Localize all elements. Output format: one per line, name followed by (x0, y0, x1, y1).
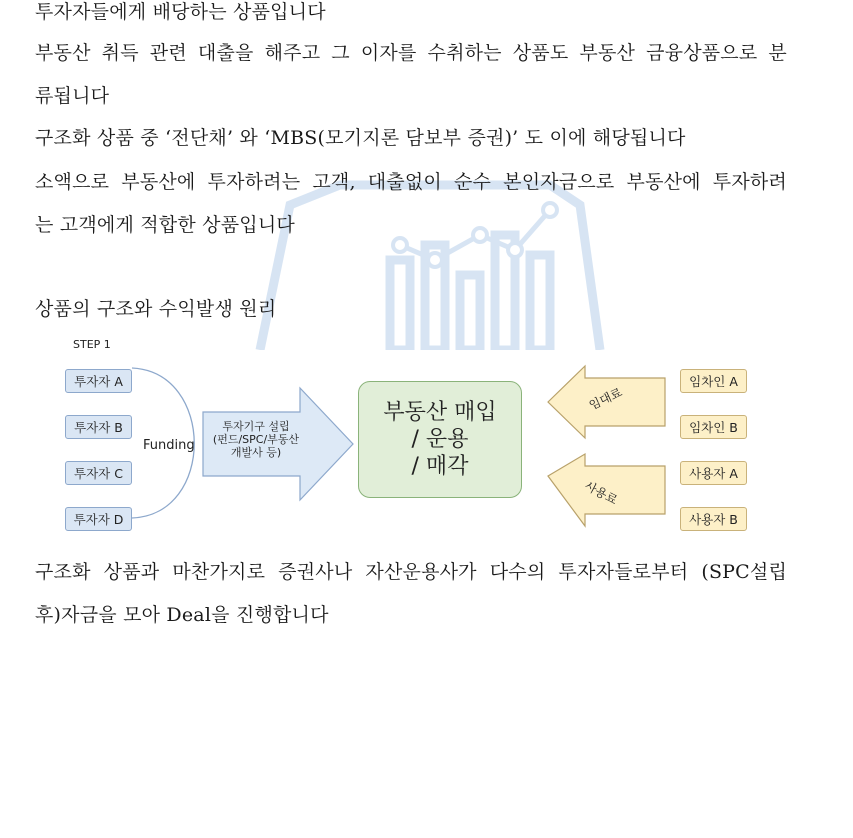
text-line: 소액으로 부동산에 투자하려는 고객, 대출없이 순수 본인자금으로 부동산에 투자하려 (35, 171, 787, 193)
text-line: 후)자금을 모아 Deal을 진행합니다 (35, 604, 329, 626)
center-box-line: / 매각 (411, 454, 469, 479)
investor-box: 투자자 B (65, 415, 132, 439)
investor-box: 투자자 A (65, 369, 132, 393)
center-box-line: 부동산 매입 (383, 400, 497, 425)
user-box: 사용자 A (680, 461, 747, 485)
text-line: 투자자들에게 배당하는 상품입니다 (35, 1, 326, 23)
tenant-box: 임차인 A (680, 369, 747, 393)
text-line: 구조화 상품과 마찬가지로 증권사나 자산운용사가 다수의 투자자들로부터 (SPC설립 (35, 561, 787, 583)
center-box-line: / 운용 (411, 427, 469, 452)
rent-label: 임대료 (586, 385, 625, 413)
step-label: STEP 1 (73, 338, 111, 351)
center-box (358, 381, 522, 498)
usage-fee-label: 사용료 (582, 478, 620, 508)
investor-box: 투자자 C (65, 461, 132, 485)
tenant-box: 임차인 B (680, 415, 747, 439)
vehicle-arrow-line: 개발사 등) (230, 446, 282, 459)
text-line: 부동산 취득 관련 대출을 해주고 그 이자를 수취하는 상품도 부동산 금융상품으로 분 (35, 42, 787, 64)
structure-diagram (0, 330, 853, 550)
text-line: 는 고객에게 적합한 상품입니다 (35, 214, 295, 236)
funding-label: Funding (143, 438, 195, 453)
text-line: 류됩니다 (35, 85, 110, 107)
investor-box: 투자자 D (65, 507, 132, 531)
section-title: 상품의 구조와 수익발생 원리 (35, 298, 277, 320)
text-line: 구조화 상품 중 ‘전단채’ 와 ‘MBS(모기지론 담보부 증권)’ 도 이에 해당됩니다 (35, 127, 686, 149)
vehicle-arrow-line: (펀드/SPC/부동산 (212, 433, 300, 446)
vehicle-arrow-line: 투자기구 설립 (222, 420, 290, 433)
vehicle-arrow-text (206, 420, 306, 459)
user-box: 사용자 B (680, 507, 747, 531)
